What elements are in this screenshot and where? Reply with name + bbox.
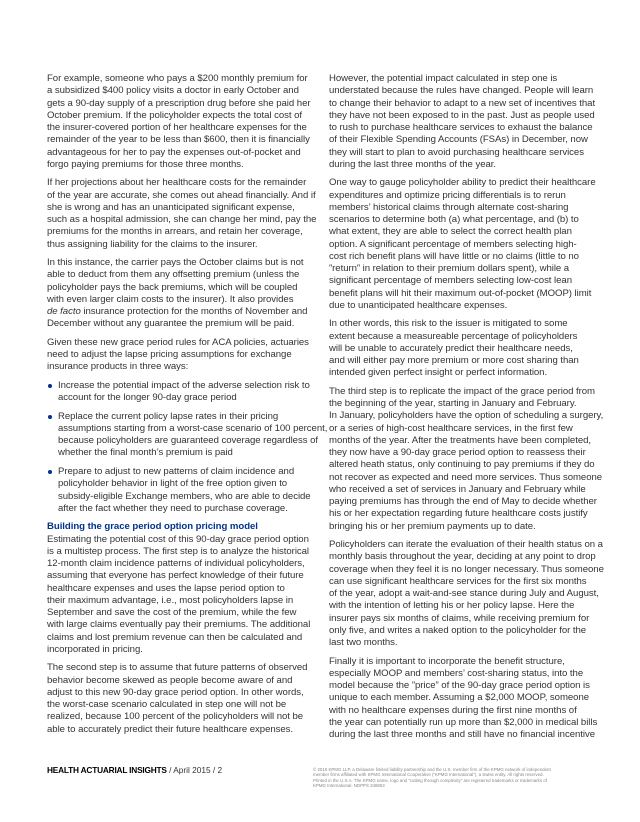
text-line: The second step is to assume that future patterns of observed bbox=[47, 662, 308, 674]
text-line: bringing his or her premium payments up to date. bbox=[329, 520, 536, 532]
text-line: expenditures and optimize pricing differentials is to rerun bbox=[329, 189, 566, 201]
text-line: altered heath status, only continuing to pay premiums if they do bbox=[329, 459, 595, 471]
text-line: insurer pays six months of claims, while receiving premium for bbox=[329, 612, 590, 624]
text-line: of their Flexible Spending Accounts (FSAs) in December, now bbox=[329, 134, 588, 146]
issue-date-page: / April 2015 / 2 bbox=[166, 765, 223, 775]
text-line: In this instance, the carrier pays the October claims but is not bbox=[47, 257, 304, 269]
publication-title: HEALTH ACTUARIAL INSIGHTS bbox=[47, 765, 167, 775]
text-line: In other words, this risk to the issuer is mitigated to some bbox=[329, 318, 568, 330]
text-line: Replace the current policy lapse rates in their pricing bbox=[58, 410, 279, 422]
page-footer bbox=[47, 765, 222, 775]
bullet-list bbox=[47, 379, 328, 515]
text-line: coverage when they feel it is no longer necessary. Thus someone bbox=[329, 563, 604, 575]
text-line: option. A significant percentage of members selecting high- bbox=[329, 238, 577, 250]
text-line: insurance products in three ways: bbox=[47, 361, 189, 373]
text-line: forgo paying premiums for those three months. bbox=[47, 158, 244, 170]
text-line: last two months. bbox=[329, 637, 398, 649]
text-line: the beginning of the year, starting in January and February. bbox=[329, 398, 577, 410]
text-line: and will either pay more premium or more cost sharing than bbox=[329, 355, 579, 367]
text-line: with large claims eventually pay their premiums. The additional bbox=[47, 619, 311, 631]
text-line: Estimating the potential cost of this 90-day grace period option bbox=[47, 533, 309, 545]
text-line: not recover as expected and need more services. Thus someone bbox=[329, 471, 603, 483]
paragraph bbox=[47, 257, 323, 331]
text-line: members’ historical claims through alternate cost-sharing bbox=[329, 201, 569, 213]
paragraph bbox=[329, 539, 611, 649]
text-line: of the year, adopt a wait-and-see stance during July and August, bbox=[329, 588, 599, 600]
text-line: premiums for the months in arrears, and retain her coverage, bbox=[47, 226, 303, 238]
text-line: Increase the potential impact of the adverse selection risk to bbox=[58, 379, 310, 391]
text-line: Policyholders can iterate the evaluation of their health status on a bbox=[329, 539, 603, 551]
text-line: One way to gauge policyholder ability to predict their healthcare bbox=[329, 177, 596, 189]
bullet-item bbox=[47, 410, 328, 460]
text-line: October premium. If the policyholder expects the total cost of bbox=[47, 109, 302, 121]
text-line: their maximum advantage, i.e., most policyholders lapse in bbox=[47, 594, 294, 606]
paragraph bbox=[329, 73, 611, 171]
text-line: benefit plans will hit their maximum out-of-pocket (MOOP) limit bbox=[329, 287, 592, 299]
text-line: to rush to purchase healthcare services to exhaust the balance bbox=[329, 122, 593, 133]
text-line: of the year are accurate, she comes out ahead financially. And if bbox=[47, 189, 316, 201]
paragraph bbox=[47, 73, 323, 171]
text-line: only five, and writes a naked option to the policyholder for the bbox=[329, 624, 587, 636]
text-line: incorporated in pricing. bbox=[47, 643, 143, 655]
paragraph bbox=[329, 386, 611, 533]
legal-notice bbox=[313, 767, 613, 789]
text-line: claims and lost premium revenue can then be calculated and bbox=[47, 631, 303, 643]
text-line: to change their behavior to adapt to a new set of incentives that bbox=[329, 97, 596, 109]
text-line: she is wrong and has an unanticipated significant expense, bbox=[47, 201, 295, 213]
bullet-icon bbox=[48, 384, 52, 388]
paragraph bbox=[47, 337, 323, 374]
text-line: gets a 90-day supply of a prescription drug before she paid her bbox=[47, 97, 311, 109]
text-line: cost rich benefit plans will have little or no claims (little to no bbox=[329, 250, 579, 262]
text-line: significant percentage of members selecting low-cost lean bbox=[329, 275, 572, 287]
text-line: advantageous for her to pay the expenses out-of-pocket and bbox=[47, 146, 301, 158]
text-line: member firms affiliated with KPMG International Cooperative (“KPMG International”), a Swiss entity. All rights reserved. bbox=[313, 772, 544, 778]
text-line: with no healthcare expenses during the first nine months of bbox=[329, 704, 577, 716]
text-line: subsidy-eligible Exchange members, who are able to decide bbox=[58, 490, 311, 502]
text-line: September and save the cost of the premium, while the few bbox=[47, 607, 297, 619]
text-line: during the last three months and still have no financial incentive bbox=[329, 729, 596, 741]
text-line: understated because the rules have changed. People will learn bbox=[329, 85, 594, 97]
text-line: scenarios to determine both (a) what percentage, and (b) to bbox=[329, 214, 579, 226]
text-line: account for the longer 90-day grace period bbox=[58, 392, 237, 404]
text-line: ”return” in relation to their premium dollars spent), while a bbox=[329, 263, 570, 275]
text-line: KPMG International. NDPPS 348853 bbox=[313, 783, 385, 789]
text-line: because policyholders are guaranteed coverage regardless of bbox=[58, 435, 318, 447]
text-line: 12-month claim incidence patterns of individual policyholders, bbox=[47, 558, 305, 570]
text-line: months of the year. After the treatments have been completed, bbox=[329, 434, 592, 446]
text-line: will be unable to accurately predict their healthcare needs, bbox=[329, 342, 573, 354]
text-line: extent because a measureable percentage of policyholders bbox=[329, 330, 578, 342]
bullet-icon bbox=[48, 470, 52, 474]
text-line: his or her expectation regarding future healthcare costs justify bbox=[329, 508, 588, 520]
text-line: December without any guarantee the premium will be paid. bbox=[47, 318, 295, 330]
text-line: model because the ”price” of the 90-day grace period option is bbox=[329, 680, 590, 692]
text-line: a subsidized $400 policy visits a doctor in early October and bbox=[47, 85, 299, 97]
text-line: who received a set of services in January and February while bbox=[329, 483, 586, 495]
text-line: Printed in the U.S.A. The KPMG name, logo and “cutting through complexity” are registered trademarks or trademarks of bbox=[313, 777, 547, 783]
text-line: or a series of high-cost healthcare services, in the first few bbox=[329, 422, 573, 434]
text-line: Prepare to adjust to new patterns of claim incidence and bbox=[58, 466, 295, 478]
text-line: especially MOOP and members’ cost-sharing status, into the bbox=[329, 667, 584, 679]
text-line: with the intention of letting his or her policy lapse. Here the bbox=[329, 600, 575, 612]
text-line: behavior become skewed as people become aware of and bbox=[47, 674, 293, 686]
paragraph bbox=[47, 177, 323, 251]
paragraph bbox=[47, 662, 323, 736]
text-line: assuming that everyone has perfect knowledge of their future bbox=[47, 570, 304, 582]
text-line: intended given perfect insight or perfect information. bbox=[329, 367, 548, 379]
text-line: © 2015 KPMG LLP, a Delaware limited liability partnership and the U.S. member firm of the KPMG network of independent bbox=[313, 767, 551, 772]
text-line: the year can potentially run up more than $2,000 in medical bills bbox=[329, 716, 598, 728]
bullet-item bbox=[47, 380, 323, 405]
text-line: able to accurately predict their future healthcare expenses. bbox=[47, 723, 294, 735]
text-line: such as a hospital admission, she can change her mind, pay the bbox=[47, 214, 317, 226]
text-line: assumptions starting from a worst-case scenario of 100 percent, bbox=[58, 422, 328, 434]
text-line: unique to each member. Assuming a $2,000 MOOP, someone bbox=[329, 692, 590, 704]
left-column bbox=[47, 73, 328, 742]
text-line: For example, someone who pays a $200 monthly premium for bbox=[47, 73, 308, 84]
text-line: realized, because 100 percent of the policyholders will not be bbox=[47, 711, 304, 723]
bullet-item bbox=[47, 466, 323, 515]
paragraph bbox=[329, 318, 611, 379]
text-line: they have not been exposed to in the past. Just as people used bbox=[329, 109, 595, 121]
text-line: Finally it is important to incorporate the benefit structure, bbox=[329, 655, 565, 667]
text-line: the insurer-covered portion of her healthcare expenses for the bbox=[47, 122, 307, 133]
text-line: is a multistep process. The first step is to analyze the historical bbox=[47, 545, 310, 557]
right-column bbox=[329, 73, 611, 748]
text-line: In January, policyholders have the option of scheduling a surgery, bbox=[329, 410, 604, 422]
text-line: they will start to plan to avoid purchasing healthcare services bbox=[329, 146, 584, 158]
text-line: policyholder pays the back premiums, which will be coupled bbox=[47, 281, 298, 293]
text-line: policyholder behavior in light of the free option given to bbox=[58, 478, 288, 490]
text-line: healthcare expenses and uses the lapse period option to bbox=[47, 582, 285, 594]
text-line: thus assigning liability for the claims to the insurer. bbox=[47, 238, 258, 250]
text-line: can use significant healthcare services for the first six months bbox=[329, 575, 587, 587]
paragraph bbox=[329, 177, 611, 312]
text-line: The third step is to replicate the impact of the grace period from bbox=[329, 385, 595, 397]
paragraph bbox=[329, 656, 611, 742]
text-line: paying premiums has through the end of May to decide whether bbox=[329, 496, 597, 508]
text-line: during the last three months of the year. bbox=[329, 158, 497, 170]
text-line: with even larger claim costs to the insurer). It also provides bbox=[47, 293, 294, 305]
paragraph bbox=[47, 521, 323, 656]
italic-term: de facto bbox=[47, 306, 81, 318]
text-line: after the fact whether they need to purchase coverage. bbox=[58, 502, 288, 514]
text-line: However, the potential impact calculated in step one is bbox=[329, 73, 558, 84]
text-line: whether the final month’s premium is paid bbox=[58, 447, 233, 459]
text-line: what extent, they are able to select the correct health plan bbox=[329, 226, 572, 238]
text-line: de facto insurance protection for the months of November and bbox=[47, 306, 308, 318]
text-line: they now have a 90-day grace period option to reassess their bbox=[329, 447, 586, 459]
text-line: remainder of the year to be less than $600, then it is financially bbox=[47, 134, 310, 146]
bullet-icon bbox=[48, 415, 52, 419]
section-heading: Building the grace period option pricing model bbox=[47, 521, 258, 533]
text-line: due to unanticipated healthcare expenses. bbox=[329, 299, 508, 311]
text-line: If her projections about her healthcare costs for the remainder bbox=[47, 177, 307, 189]
text-line: able to deduct from them any offsetting premium (unless the bbox=[47, 269, 300, 281]
text-line: the worst-case scenario calculated in step one will not be bbox=[47, 699, 287, 711]
text-line: need to adjust the lapse pricing assumptions for exchange bbox=[47, 349, 292, 361]
text-line: monthly basis throughout the year, deciding at any point to drop bbox=[329, 551, 596, 563]
text-line: adjust to this new 90-day grace period option. In other words, bbox=[47, 686, 304, 698]
text-line: Given these new grace period rules for ACA policies, actuaries bbox=[47, 336, 309, 348]
